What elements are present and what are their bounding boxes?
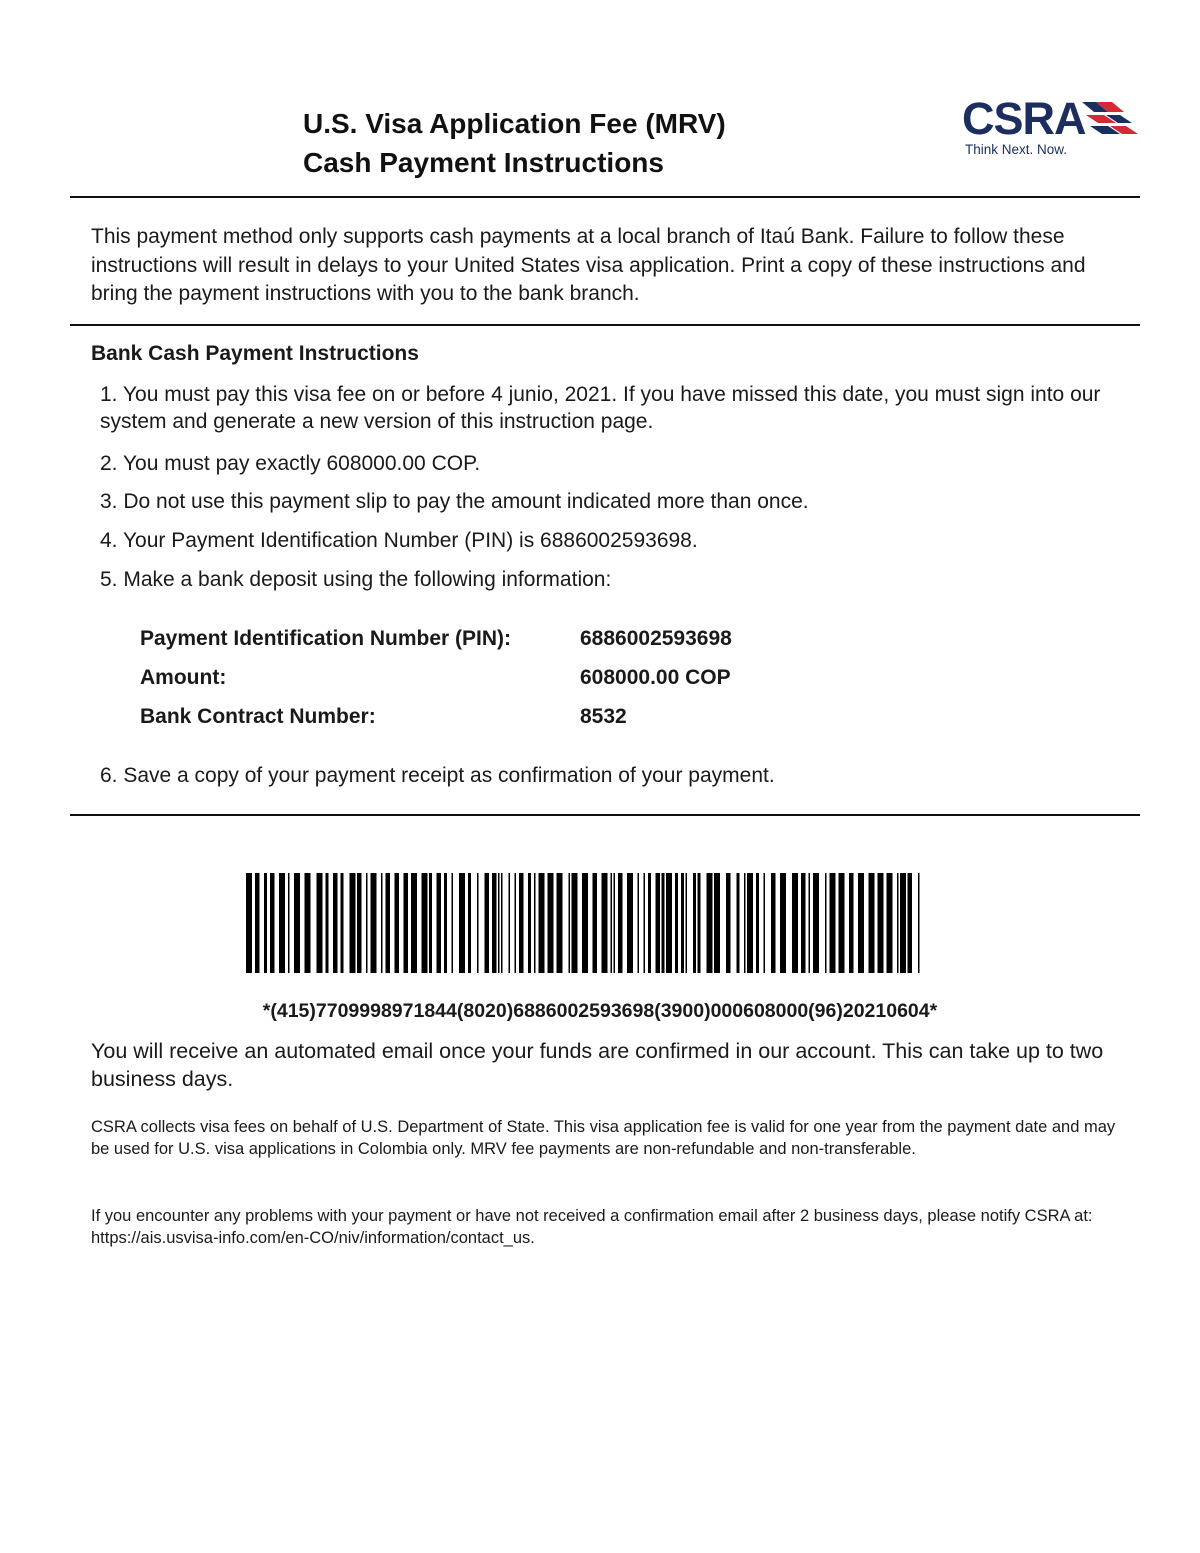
barcode-bar [707, 873, 713, 973]
barcode-bar [771, 873, 776, 973]
payment-barcode [246, 873, 921, 973]
deposit-info-label: Amount: [140, 666, 227, 689]
barcode-bar [357, 873, 362, 973]
barcode-bar [534, 873, 536, 973]
barcode-bar [611, 873, 613, 973]
collection-note: CSRA collects visa fees on behalf of U.S. Department of State. This visa application fee is valid for one year from the payment date and may be used for U.S. visa applications in Colombia only. MRV fee payments are non-refundable and non-transferable. [91, 1118, 1116, 1158]
divider [70, 814, 1140, 816]
barcode-bar [887, 873, 893, 973]
barcode-bar [528, 873, 531, 973]
barcode-bar [693, 873, 696, 973]
barcode-bar [747, 873, 753, 973]
barcode-bar [569, 873, 571, 973]
instruction-step: 2. You must pay exactly 608000.00 COP. [100, 452, 481, 475]
logo-wordmark: CSRA [962, 93, 1086, 144]
barcode-bar [675, 873, 678, 973]
page-title-line1: U.S. Visa Application Fee (MRV) [303, 108, 726, 139]
barcode-bar [830, 873, 836, 973]
barcode-bar [681, 873, 684, 973]
barcode-bar [333, 873, 338, 973]
deposit-info-value: 6886002593698 [580, 627, 732, 650]
barcode-bar [477, 873, 479, 973]
barcode-bar [714, 873, 720, 973]
flag-stripes-icon [1082, 102, 1138, 136]
barcode-bar [485, 873, 490, 973]
section-heading: Bank Cash Payment Instructions [91, 342, 419, 365]
barcode-bar [618, 873, 623, 973]
barcode-bar [614, 873, 616, 973]
barcode-bar [548, 873, 554, 973]
barcode-bar [501, 873, 503, 973]
barcode-bar [572, 873, 578, 973]
barcode-text: *(415)7709998971844(8020)6886002593698(3900)000608000(96)20210604* [262, 1000, 938, 1022]
barcode-bar [792, 873, 798, 973]
deposit-info-label: Payment Identification Number (PIN): [140, 627, 512, 650]
barcode-bar [317, 873, 323, 973]
barcode-bar [411, 873, 417, 973]
barcode-bar [582, 873, 588, 973]
automated-email-note: You will receive an automated email once your funds are confirmed in our account. This can take up to two business days. [91, 1039, 1104, 1091]
barcode-bar [801, 873, 806, 973]
instruction-step: 5. Make a bank deposit using the following information: [100, 568, 612, 591]
barcode-bar [627, 873, 633, 973]
barcode-bar [644, 873, 646, 973]
barcode-bar [264, 873, 267, 973]
barcode-bar [638, 873, 640, 973]
instruction-step: 3. Do not use this payment slip to pay the amount indicated more than once. [100, 490, 809, 513]
deposit-info-label: Bank Contract Number: [140, 705, 376, 728]
barcode-bar [602, 873, 608, 973]
contact-note: If you encounter any problems with your payment or have not received a confirmation email after 2 business days, please notify CSRA at: https://ais.usvisa-info.com/en-CO/niv/information/contact_us. [91, 1207, 1093, 1247]
instruction-step: 1. You must pay this visa fee on or before 4 junio, 2021. If you have missed this date, you must sign into our system and generate a new version of this instruction page. [100, 383, 1101, 433]
instruction-step: 6. Save a copy of your payment receipt as confirmation of your payment. [100, 764, 775, 787]
barcode-bar [444, 873, 447, 973]
barcode-bar [294, 873, 300, 973]
page-title [303, 104, 726, 182]
barcode-bar [422, 873, 428, 973]
barcode-bar [557, 873, 563, 973]
barcode-bar [656, 873, 661, 973]
barcode-bar [869, 873, 875, 973]
barcode-bar [900, 873, 906, 973]
barcode-bar [437, 873, 442, 973]
deposit-info-value: 608000.00 COP [580, 666, 731, 689]
barcode-bar [698, 873, 701, 973]
barcode-bar [395, 873, 400, 973]
barcode-bar [350, 873, 356, 973]
barcode-bar [662, 873, 665, 973]
barcode-bar [764, 873, 766, 973]
barcode-bar [509, 873, 511, 973]
barcode-bar [270, 873, 275, 973]
barcode-bar [386, 873, 391, 973]
barcode-bar [255, 873, 260, 973]
barcode-bar [404, 873, 409, 973]
barcode-bar [539, 873, 545, 973]
divider [70, 324, 1140, 326]
barcode-bar [326, 873, 329, 973]
barcode-bar [246, 873, 252, 973]
barcode-bar [686, 873, 688, 973]
barcode-bar [279, 873, 285, 973]
barcode-bar [459, 873, 465, 973]
barcode-bar [498, 873, 500, 973]
barcode-bar [849, 873, 854, 973]
barcode-bar [858, 873, 864, 973]
barcode-bar [492, 873, 497, 973]
deposit-info-value: 8532 [580, 705, 627, 728]
barcode-bar [452, 873, 454, 973]
barcode-bar [593, 873, 598, 973]
csra-logo [962, 93, 1137, 162]
barcode-bar [780, 873, 786, 973]
barcode-bar [341, 873, 344, 973]
divider [70, 196, 1140, 198]
barcode-bar [825, 873, 827, 973]
barcode-bar [666, 873, 672, 973]
barcode-bar [429, 873, 432, 973]
barcode-bar [839, 873, 845, 973]
barcode-bar [897, 873, 899, 973]
barcode-bar [726, 873, 731, 973]
barcode-bar [519, 873, 524, 973]
barcode-bar [813, 873, 819, 973]
instruction-step: 4. Your Payment Identification Number (PIN) is 6886002593698. [100, 529, 698, 552]
barcode-bar [468, 873, 471, 973]
barcode-bar [737, 873, 740, 973]
barcode-bar [515, 873, 517, 973]
barcode-bar [288, 873, 290, 973]
barcode-bar [756, 873, 759, 973]
page-title-line2: Cash Payment Instructions [303, 147, 664, 178]
barcode-bar [878, 873, 884, 973]
intro-paragraph: This payment method only supports cash payments at a local branch of Itaú Bank. Failure to follow these instructions will result in delays to your United States visa application. Print a copy of these instructions and bring the payment instructions with you to the bank branch. [91, 225, 1086, 305]
logo-tagline: Think Next. Now. [965, 142, 1068, 157]
barcode-bar [908, 873, 913, 973]
barcode-bar [648, 873, 651, 973]
barcode-bar [381, 873, 383, 973]
barcode-bar [366, 873, 368, 973]
barcode-bar [371, 873, 377, 973]
barcode-bar [809, 873, 811, 973]
barcode-bar [918, 873, 920, 973]
barcode-bar [744, 873, 746, 973]
barcode-bar [305, 873, 311, 973]
